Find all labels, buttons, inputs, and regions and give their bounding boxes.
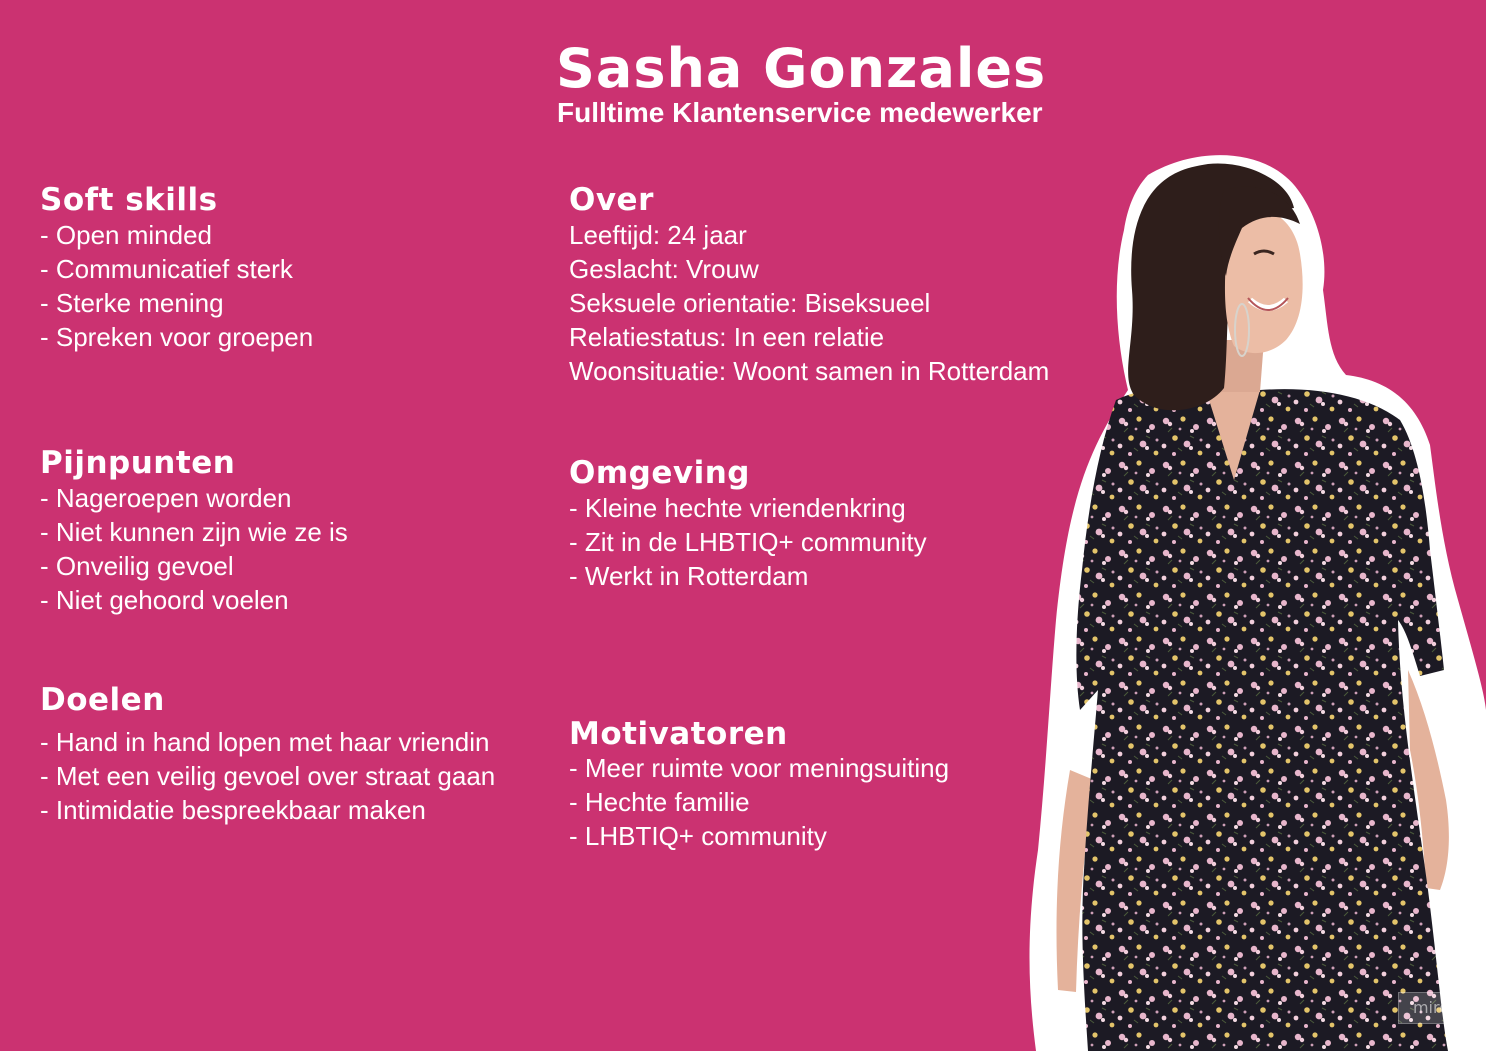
list-item: - Meer ruimte voor meningsuiting	[569, 753, 950, 783]
list-item: - Onveilig gevoel	[40, 551, 234, 581]
list-item: - Nageroepen worden	[40, 483, 292, 513]
section-doelen	[40, 682, 495, 827]
list-item: - Spreken voor groepen	[40, 322, 314, 352]
list-item: - Met een veilig gevoel over straat gaan	[40, 761, 496, 791]
list-item: - Sterke mening	[40, 288, 224, 318]
section-heading: Pijnpunten	[40, 445, 236, 481]
list-item: - Open minded	[40, 220, 212, 250]
list-item: - Zit in de LHBTIQ+ community	[569, 527, 927, 557]
section-heading: Soft skills	[40, 182, 218, 218]
persona-role: Fulltime Klantenservice medewerker	[557, 97, 1043, 128]
section-heading: Motivatoren	[569, 716, 788, 752]
list-item: - Communicatief sterk	[40, 254, 293, 284]
section-motivatoren	[569, 716, 949, 853]
list-item: - Hand in hand lopen met haar vriendin	[40, 727, 490, 757]
section-heading: Doelen	[40, 682, 165, 718]
section-over	[569, 182, 1049, 388]
list-item: - LHBTIQ+ community	[569, 821, 827, 851]
info-line: Woonsituatie: Woont samen in Rotterdam	[569, 356, 1050, 386]
persona-photo	[1028, 150, 1486, 1051]
info-line: Leeftijd: 24 jaar	[569, 220, 747, 250]
info-line: Relatiestatus: In een relatie	[569, 322, 885, 352]
list-item: - Niet gehoord voelen	[40, 585, 289, 615]
info-line: Geslacht: Vrouw	[569, 254, 759, 284]
section-heading: Omgeving	[569, 455, 750, 491]
list-item: - Hechte familie	[569, 787, 750, 817]
section-omgeving	[569, 455, 927, 593]
section-heading: Over	[569, 182, 654, 218]
miro-watermark: miro	[1398, 992, 1464, 1024]
list-item: - Intimidatie bespreekbaar maken	[40, 795, 426, 825]
persona-name: Sasha Gonzales	[556, 37, 1047, 100]
list-item: - Werkt in Rotterdam	[569, 561, 809, 591]
list-item: - Niet kunnen zijn wie ze is	[40, 517, 348, 547]
info-line: Seksuele orientatie: Biseksueel	[569, 288, 931, 318]
list-item: - Kleine hechte vriendenkring	[569, 493, 906, 523]
section-pijnpunten	[40, 445, 348, 617]
section-soft-skills	[40, 182, 313, 354]
